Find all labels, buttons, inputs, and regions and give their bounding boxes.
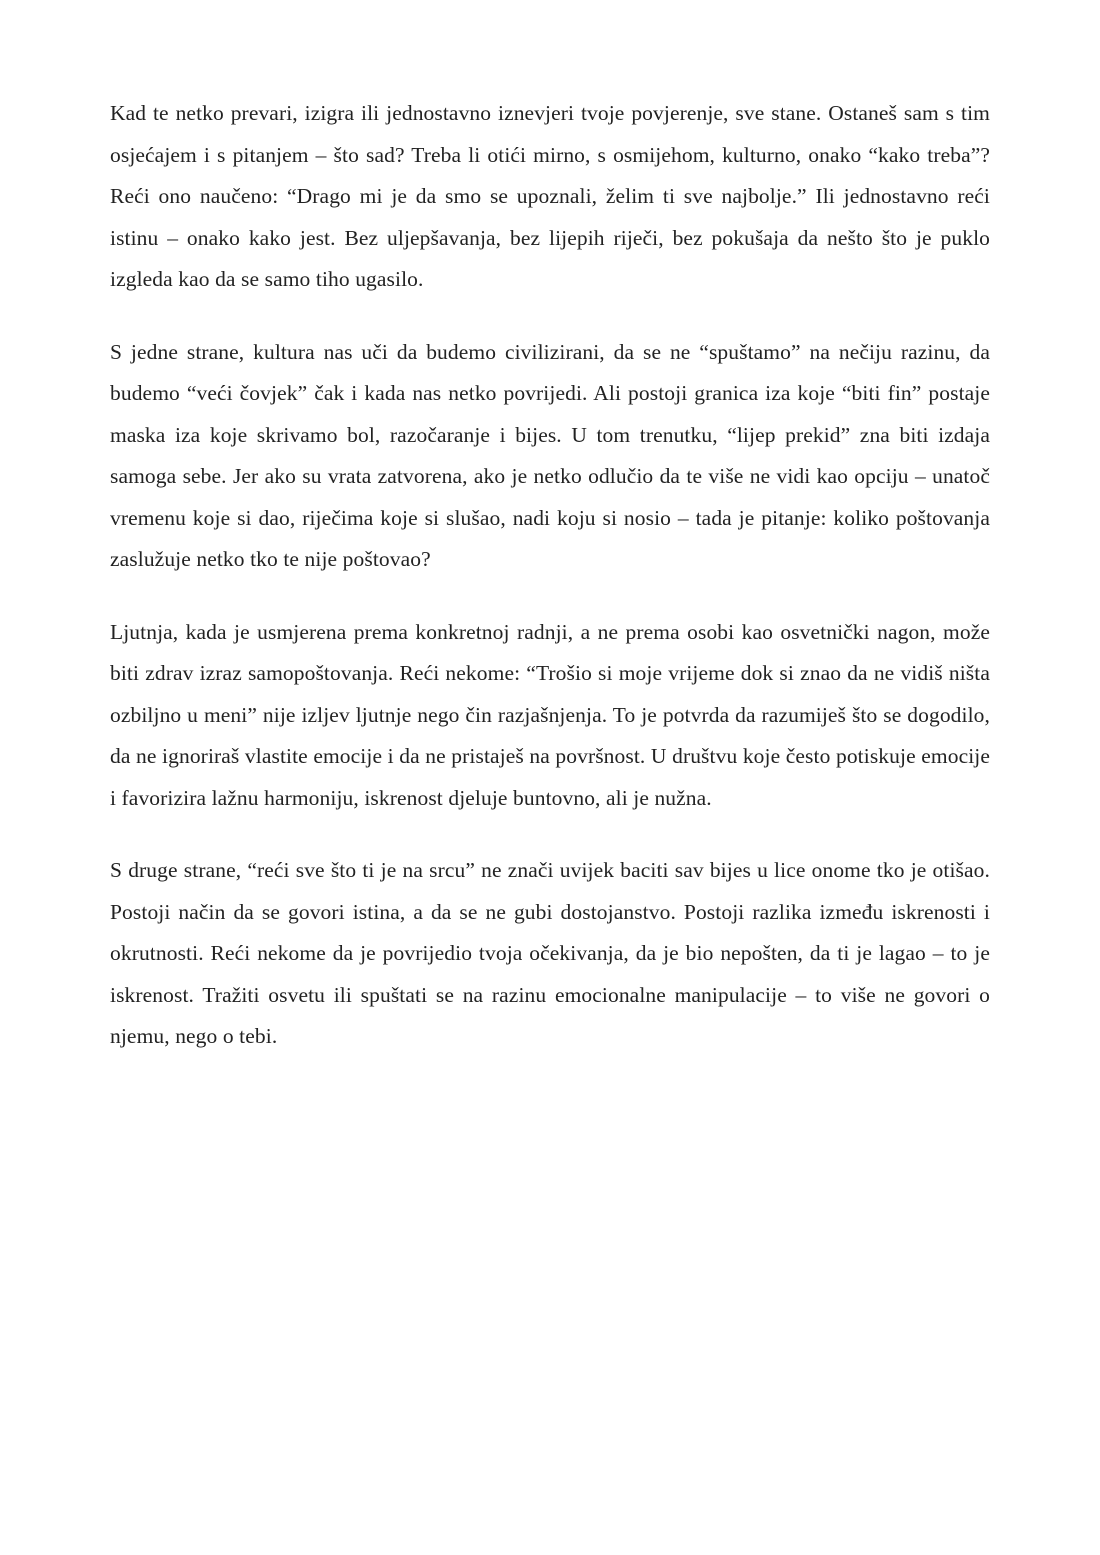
paragraph-4: S druge strane, “reći sve što ti je na srcu” ne znači uvijek baciti sav bijes u lice onome tko je otišao. Postoji način da se govori istina, a da se ne gubi dostojanstvo. Postoji razlika između iskrenosti i okrutnosti. Reći nekome da je povrijedio tvoja očekivanja, da je bio nepošten, da ti je lagao – to je iskrenost. Tražiti osvetu ili spuštati se na razinu emocionalne manipulacije – to više ne govori o njemu, nego o tebi. [110,858,990,1048]
paragraph-3: Ljutnja, kada je usmjerena prema konkretnoj radnji, a ne prema osobi kao osvetnički nagon, može biti zdrav izraz samopoštovanja. Reći nekome: “Trošio si moje vrijeme dok si znao da ne vidiš ništa ozbiljno u meni” nije izljev ljutnje nego čin razjašnjenja. To je potvrda da razumiješ što se dogodilo, da ne ignoriraš vlastite emocije i da ne pristaješ na površnost. U društvu koje često potiskuje emocije i favorizira lažnu harmoniju, iskrenost djeluje buntovno, ali je nužna. [110,619,990,810]
paragraph-2: S jedne strane, kultura nas uči da budemo civilizirani, da se ne “spuštamo” na nečiju razinu, da budemo “veći čovjek” čak i kada nas netko povrijedi. Ali postoji granica iza koje “biti fin” postaje maska iza koje skrivamo bol, razočaranje i bijes. U tom trenutku, “lijep prekid” zna biti izdaja samoga sebe. Jer ako su vrata zatvorena, ako je netko odlučio da te više ne vidi kao opciju – unatoč vremenu koje si dao, riječima koje si slušao, nadi koju si nosio – tada je pitanje: koliko poštovanja zaslužuje netko tko te nije poštovao? [110,339,990,571]
paragraph-1: Kad te netko prevari, izigra ili jednostavno iznevjeri tvoje povjerenje, sve stane. Ostaneš sam s tim osjećajem i s pitanjem – što sad? Treba li otići mirno, s osmijehom, kulturno, onako “kako treba”? Reći ono naučeno: “Drago mi je da smo se upoznali, želim ti sve najbolje.” Ili jednostavno reći istinu – onako kako jest. Bez uljepšavanja, bez lijepih riječi, bez pokušaja da nešto što je puklo izgleda kao da se samo tiho ugasilo. [110,101,990,291]
